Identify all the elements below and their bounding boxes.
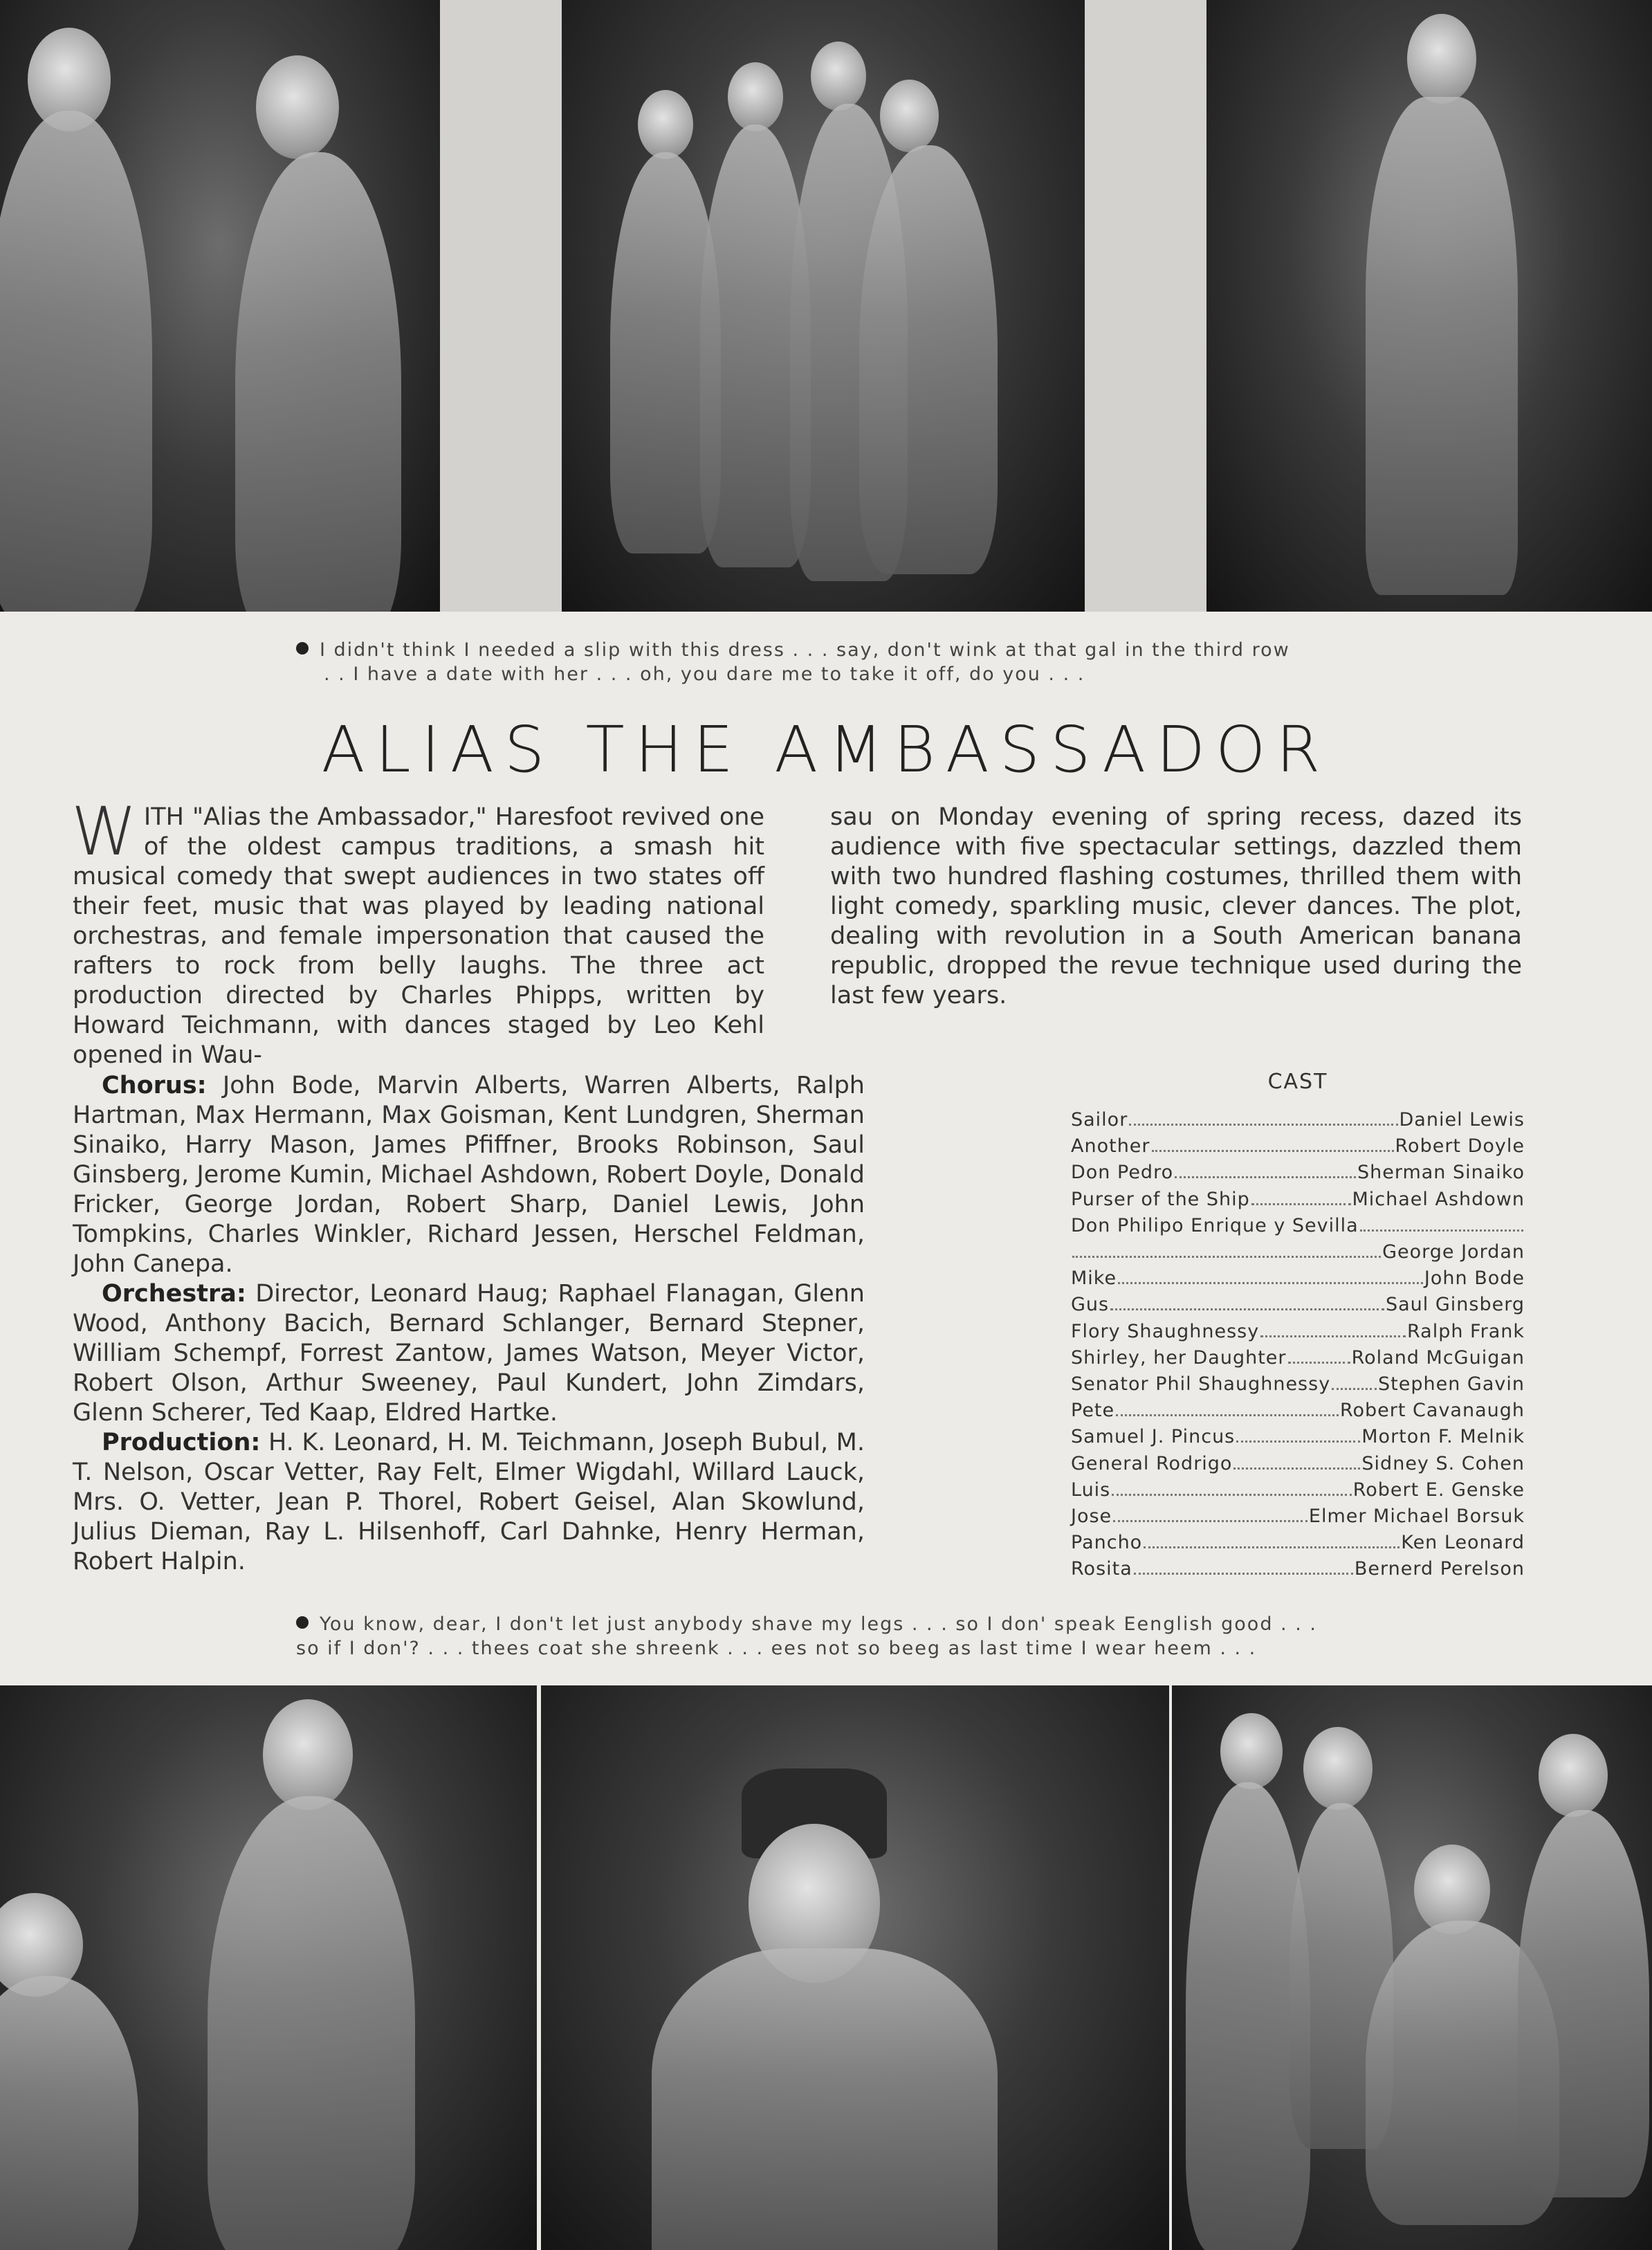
leader-dots — [1113, 1520, 1307, 1522]
drop-cap: W — [71, 793, 137, 870]
cast-role: General Rodrigo — [1071, 1452, 1233, 1474]
photo-gutter — [440, 0, 562, 612]
caption-bottom-line-1: You know, dear, I don't let just anybody shave my legs . . . so I don' speak Eenglish good . . . — [320, 1613, 1317, 1635]
cast-row — [1071, 1371, 1525, 1398]
cast-role: Pete — [1071, 1400, 1115, 1422]
page-title: ALIAS THE AMBASSADOR — [321, 713, 1331, 787]
caption-top-line-1: I didn't think I needed a slip with this dress . . . say, don't wink at that gal in the third row — [320, 639, 1290, 661]
leader-dots — [1288, 1362, 1350, 1364]
leader-dots — [1332, 1388, 1377, 1390]
intro-left-text: ITH "Alias the Ambassador," Haresfoot revived one of the oldest campus traditions, a smash hit musical comedy that swept audiences in two states off their feet, music that was played by leading national orchestras, and female impersonation that caused the rafters to rock from belly laughs. The three act production directed by Charles Phipps, written by Howard Teichmann, with dances staged by Leo Kehl opened in Wau- — [73, 803, 764, 1069]
cast-role: Another — [1071, 1135, 1150, 1158]
cast-role: Senator Phil Shaughnessy — [1071, 1373, 1331, 1396]
leader-dots — [1152, 1150, 1394, 1152]
photo-top-left — [0, 0, 440, 612]
cast-row — [1071, 1451, 1525, 1477]
orchestra-paragraph — [73, 1279, 865, 1428]
cast-row — [1071, 1424, 1525, 1450]
cast-row — [1071, 1265, 1525, 1292]
leader-dots — [1116, 1414, 1339, 1416]
cast-row — [1071, 1107, 1525, 1133]
cast-row — [1071, 1477, 1525, 1503]
cast-row — [1071, 1556, 1525, 1582]
cast-row — [1071, 1239, 1525, 1265]
cast-actor: Morton F. Melnik — [1361, 1426, 1525, 1448]
cast-actor: Stephen Gavin — [1378, 1373, 1525, 1396]
production-paragraph — [73, 1428, 865, 1577]
cast-row — [1071, 1530, 1525, 1556]
leader-dots — [1072, 1256, 1381, 1258]
cast-role: Pancho — [1071, 1532, 1143, 1554]
cast-row — [1071, 1160, 1525, 1186]
cast-row — [1071, 1345, 1525, 1371]
orchestra-label: Orchestra: — [102, 1280, 246, 1308]
leader-dots — [1260, 1335, 1406, 1337]
intro-right-text: sau on Monday evening of spring recess, dazed its audience with five spectacular settings, dazzled them with two hundred flashing costumes, thrilled them with light comedy, sparkling music, clever dances. The plot, dealing with revolution in a South American banana republic, dropped the revue technique used during the last few years. — [830, 803, 1522, 1009]
cast-actor: Ralph Frank — [1406, 1320, 1525, 1342]
cast-heading: CAST — [1267, 1070, 1328, 1094]
cast-actor: Saul Ginsberg — [1386, 1294, 1525, 1316]
leader-dots — [1112, 1494, 1351, 1496]
cast-actor: Robert E. Genske — [1352, 1479, 1525, 1501]
production-label: Production: — [102, 1429, 261, 1456]
cast-actor: George Jordan — [1382, 1241, 1525, 1263]
leader-dots — [1129, 1124, 1397, 1126]
leader-dots — [1134, 1573, 1353, 1575]
cast-actor: Sidney S. Cohen — [1361, 1452, 1525, 1474]
leader-dots — [1251, 1203, 1351, 1205]
chorus-names: John Bode, Marvin Alberts, Warren Alberts, Ralph Hartman, Max Hermann, Max Goisman, Kent Lundgren, Sherman Sinaiko, Harry Mason, James Pfiffner, Brooks Robinson, Saul Ginsberg, Jerome Kumin, Michael Ashdown, Robert Doyle, Donald Fricker, George Jordan, Robert Sharp, Daniel Lewis, John Tompkins, Charles Winkler, Richard Jessen, Herschel Feldman, John Canepa. — [73, 1072, 865, 1278]
cast-row — [1071, 1398, 1525, 1424]
orchestra-names: Director, Leonard Haug; Raphael Flanagan, Glenn Wood, Anthony Bacich, Bernard Schlanger, Bernard Stepner, William Schempf, Forrest Zantow, James Watson, Meyer Victor, Robert Olson, Arthur Sweeney, Paul Kundert, John Zimdars, Glenn Scherer, Ted Kaap, Eldred Hartke. — [73, 1280, 865, 1427]
leader-dots — [1110, 1308, 1384, 1310]
cast-role: Shirley, her Daughter — [1071, 1346, 1287, 1369]
cast-actor: Daniel Lewis — [1399, 1109, 1525, 1131]
cast-role: Jose — [1071, 1506, 1112, 1528]
credits-block — [73, 1071, 865, 1577]
leader-dots — [1118, 1282, 1423, 1284]
photo-bottom-left — [0, 1685, 537, 2250]
caption-bottom-line-2: so if I don'? . . . thees coat she shreenk . . . ees not so beeg as last time I wear heem . . . — [296, 1638, 1257, 1659]
cast-actor: Ken Leonard — [1401, 1532, 1525, 1554]
cast-actor: Robert Cavanaugh — [1339, 1400, 1525, 1422]
cast-actor: John Bode — [1424, 1268, 1525, 1290]
leader-dots — [1144, 1546, 1399, 1548]
caption-bottom — [296, 1612, 1317, 1661]
cast-role: Flory Shaughnessy — [1071, 1320, 1260, 1342]
intro-left-column — [71, 793, 764, 1070]
cast-role: Don Philipo Enrique y Sevilla — [1071, 1214, 1359, 1236]
cast-row — [1071, 1133, 1525, 1160]
cast-role: Samuel J. Pincus — [1071, 1426, 1236, 1448]
photo-bottom-right — [1172, 1685, 1652, 2250]
leader-dots — [1175, 1176, 1356, 1178]
cast-role: Sailor — [1071, 1109, 1128, 1131]
cast-row — [1071, 1213, 1525, 1239]
chorus-paragraph — [73, 1071, 865, 1279]
cast-actor: Roland McGuigan — [1351, 1346, 1525, 1369]
cast-role: Purser of the Ship — [1071, 1188, 1250, 1210]
chorus-label: Chorus: — [102, 1072, 207, 1099]
cast-role: Mike — [1071, 1268, 1117, 1290]
leader-dots — [1360, 1229, 1523, 1232]
cast-actor: Robert Doyle — [1395, 1135, 1525, 1158]
cast-actor: Michael Ashdown — [1352, 1188, 1525, 1210]
cast-role: Rosita — [1071, 1558, 1132, 1580]
cast-row — [1071, 1292, 1525, 1318]
cast-row — [1071, 1503, 1525, 1530]
cast-actor: Elmer Michael Borsuk — [1308, 1506, 1525, 1528]
intro-right-column — [830, 803, 1522, 1011]
caption-top — [296, 638, 1290, 686]
photo-bottom-center — [541, 1685, 1169, 2250]
bullet-icon — [296, 1616, 309, 1629]
photo-gutter — [1085, 0, 1206, 612]
cast-actor: Bernerd Perelson — [1354, 1558, 1525, 1580]
cast-role: Luis — [1071, 1479, 1111, 1501]
leader-dots — [1236, 1440, 1360, 1443]
cast-actor: Sherman Sinaiko — [1357, 1162, 1525, 1184]
leader-dots — [1233, 1467, 1360, 1470]
photo-top-center — [562, 0, 1085, 612]
photo-top-right — [1206, 0, 1652, 612]
cast-role: Gus — [1071, 1294, 1110, 1316]
caption-top-line-2: . . I have a date with her . . . oh, you dare me to take it off, do you . . . — [324, 664, 1085, 685]
bullet-icon — [296, 642, 309, 655]
cast-role: Don Pedro — [1071, 1162, 1174, 1184]
cast-row — [1071, 1319, 1525, 1345]
production-names: H. K. Leonard, H. M. Teichmann, Joseph Bubul, M. T. Nelson, Oscar Vetter, Ray Felt, Elmer Wigdahl, Willard Lauck, Mrs. O. Vetter, Jean P. Thorel, Robert Geisel, Alan Skowlund, Julius Dieman, Ray L. Hilsenhoff, Carl Dahnke, Henry Herman, Robert Halpin. — [73, 1429, 865, 1575]
cast-list — [1071, 1107, 1525, 1583]
cast-row — [1071, 1187, 1525, 1213]
